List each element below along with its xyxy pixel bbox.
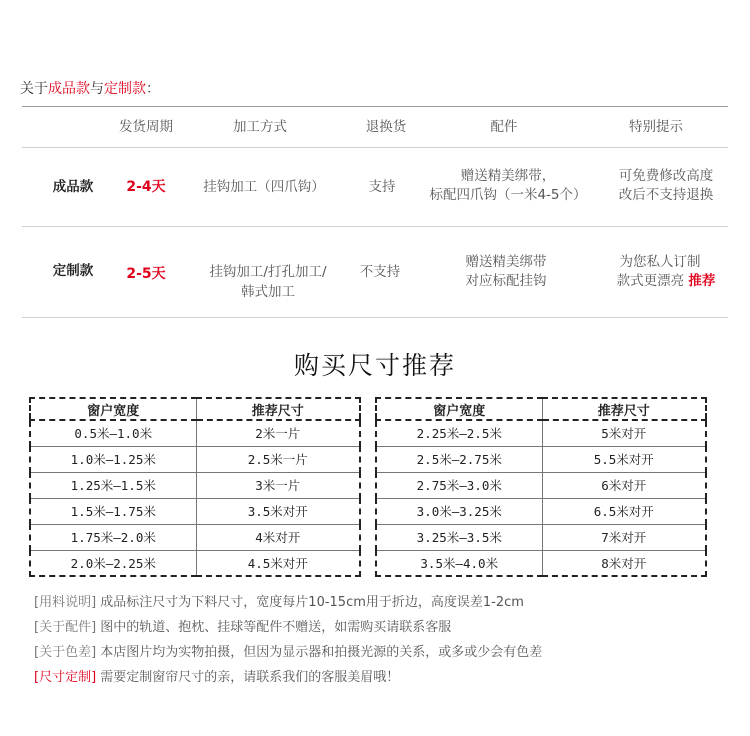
recommended-size: 7米对开	[542, 524, 706, 550]
recommend-badge: 推荐	[688, 273, 716, 289]
recommended-size: 6.5米对开	[542, 498, 706, 524]
cycle-custom: 2-5天	[126, 266, 166, 282]
intro-conj: 与	[90, 81, 104, 97]
width-range: 3.25米—3.5米	[376, 524, 542, 550]
table-row-rule	[22, 226, 728, 227]
note-tag-color: [关于色差]	[34, 645, 97, 660]
process-custom-1: 挂钩加工/打孔加工/	[209, 264, 327, 280]
recommended-size: 3.5米对开	[196, 498, 360, 524]
table-row	[376, 550, 706, 576]
col-recommended: 推荐尺寸	[542, 398, 706, 420]
size-table-right	[375, 397, 707, 577]
size-table-header	[30, 398, 360, 420]
accessories-custom-1: 赠送精美绑带	[465, 254, 547, 270]
table-row	[30, 524, 360, 550]
table-row	[376, 498, 706, 524]
note-tag-material: [用料说明]	[34, 595, 97, 610]
note-tag-custom-size: [尺寸定制]	[34, 670, 97, 685]
width-range: 2.75米—3.0米	[376, 472, 542, 498]
note-tag-accessories: [关于配件]	[34, 620, 97, 635]
note-material	[34, 594, 524, 612]
header-returns: 退换货	[365, 119, 407, 135]
header-process: 加工方式	[233, 119, 287, 135]
header-notice: 特别提示	[629, 119, 683, 135]
recommended-size: 5米对开	[542, 420, 706, 446]
col-window-width: 窗户宽度	[376, 398, 542, 420]
table-row	[30, 550, 360, 576]
process-custom-2: 韩式加工	[241, 284, 295, 300]
recommended-size: 2米一片	[196, 420, 360, 446]
table-top-rule	[22, 106, 728, 107]
row-label-ready-made: 成品款	[52, 179, 94, 195]
note-color	[34, 644, 542, 662]
table-header-rule	[22, 147, 728, 148]
table-row	[376, 472, 706, 498]
note-text-accessories: 图中的轨道、抱枕、挂球等配件不赠送，如需购买请联系客服	[100, 620, 452, 635]
header-cycle: 发货周期	[119, 119, 173, 135]
size-section-title: 购买尺寸推荐	[293, 351, 456, 380]
width-range: 2.25米—2.5米	[376, 420, 542, 446]
table-row	[30, 498, 360, 524]
width-range: 1.75米—2.0米	[30, 524, 196, 550]
recommended-size: 2.5米一片	[196, 446, 360, 472]
note-custom-size	[34, 669, 399, 687]
col-recommended: 推荐尺寸	[196, 398, 360, 420]
notice-custom-text: 款式更漂亮	[616, 273, 685, 289]
row-label-custom: 定制款	[52, 263, 94, 279]
note-accessories	[34, 619, 451, 637]
recommended-size: 6米对开	[542, 472, 706, 498]
width-range: 1.0米—1.25米	[30, 446, 196, 472]
notice-ready-made-2: 改后不支持退换	[618, 187, 714, 203]
width-range: 3.5米—4.0米	[376, 550, 542, 576]
intro-suffix: ：	[146, 81, 160, 97]
size-table-header	[376, 398, 706, 420]
accessories-custom-2: 对应标配挂钩	[465, 273, 547, 289]
accessories-ready-made-2: 标配四爪钩（一米4-5个）	[429, 187, 587, 203]
recommended-size: 8米对开	[542, 550, 706, 576]
intro-prefix: 关于	[20, 81, 48, 97]
table-row	[376, 524, 706, 550]
note-text-custom-size: 需要定制窗帘尺寸的亲，请联系我们的客服美眉哦！	[100, 670, 400, 685]
width-range: 3.0米—3.25米	[376, 498, 542, 524]
width-range: 2.5米—2.75米	[376, 446, 542, 472]
table-bottom-rule	[22, 317, 728, 318]
intro-line	[20, 78, 160, 98]
cycle-ready-made: 2-4天	[126, 179, 166, 195]
width-range: 1.25米—1.5米	[30, 472, 196, 498]
recommended-size: 4.5米对开	[196, 550, 360, 576]
notice-custom-2	[596, 272, 736, 291]
col-window-width: 窗户宽度	[30, 398, 196, 420]
returns-ready-made: 支持	[368, 179, 396, 195]
width-range: 1.5米—1.75米	[30, 498, 196, 524]
intro-ready-made: 成品款	[48, 81, 90, 97]
table-row	[376, 446, 706, 472]
table-row	[30, 472, 360, 498]
process-ready-made: 挂钩加工（四爪钩）	[203, 179, 325, 195]
size-table-left	[29, 397, 361, 577]
table-row	[30, 446, 360, 472]
width-range: 2.0米—2.25米	[30, 550, 196, 576]
recommended-size: 3米一片	[196, 472, 360, 498]
returns-custom: 不支持	[359, 264, 401, 280]
table-row	[30, 420, 360, 446]
recommended-size: 5.5米对开	[542, 446, 706, 472]
recommended-size: 4米对开	[196, 524, 360, 550]
note-text-material: 成品标注尺寸为下料尺寸，宽度每片10-15cm用于折边，高度误差1-2cm	[100, 595, 524, 610]
table-row	[376, 420, 706, 446]
header-accessories: 配件	[490, 119, 518, 135]
notice-custom-1: 为您私人订制	[619, 254, 701, 270]
note-text-color: 本店图片均为实物拍摄，但因为显示器和拍摄光源的关系，或多或少会有色差	[100, 645, 543, 660]
width-range: 0.5米—1.0米	[30, 420, 196, 446]
intro-custom: 定制款	[104, 81, 146, 97]
notice-ready-made-1: 可免费修改高度	[618, 168, 714, 184]
accessories-ready-made-1: 赠送精美绑带，	[460, 168, 556, 184]
